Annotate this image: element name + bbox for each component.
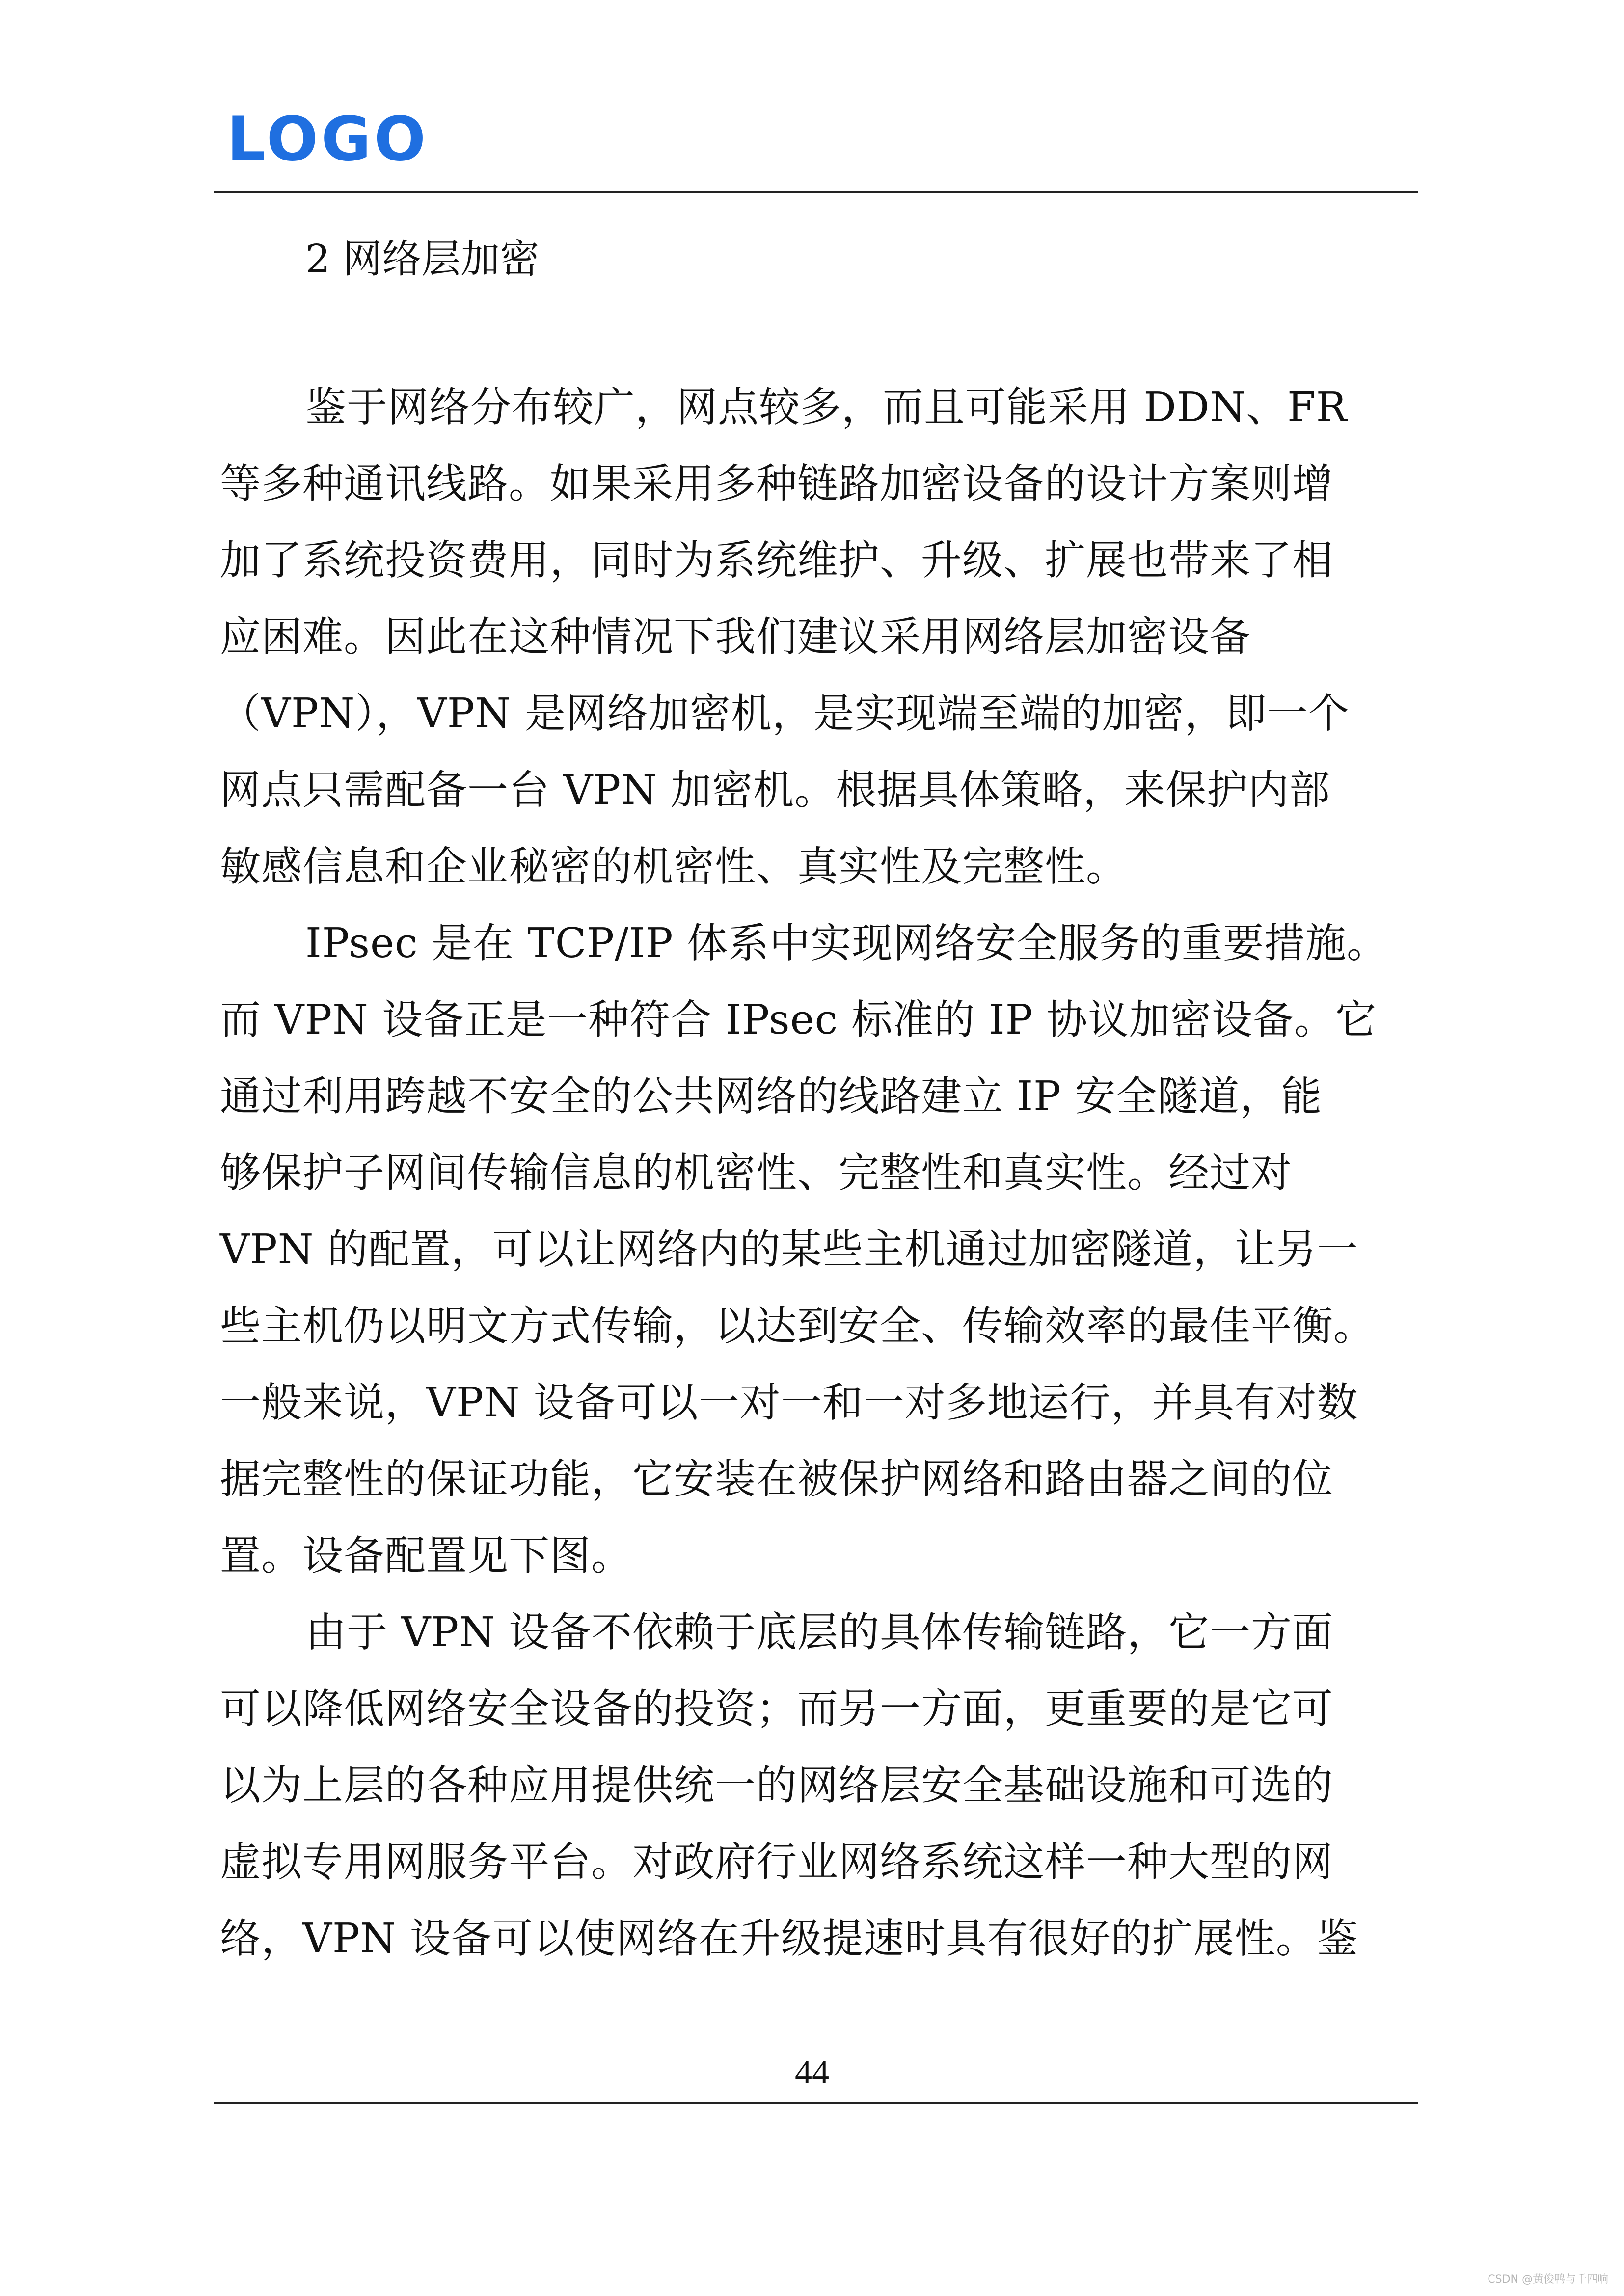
text-line: 等多种通讯线路。如果采用多种链路加密设备的设计方案则增 [220, 460, 1333, 507]
text-line: 置。设备配置见下图。 [220, 1532, 632, 1579]
text-line: 网点只需配备一台 VPN 加密机。根据具体策略，来保护内部 [220, 766, 1331, 814]
text-line: 以为上层的各种应用提供统一的网络层安全基础设施和可选的 [220, 1762, 1333, 1809]
text-line: 应困难。因此在这种情况下我们建议采用网络层加密设备 [220, 613, 1251, 661]
text-line: IPsec 是在 TCP/IP 体系中实现网络安全服务的重要措施。 [305, 919, 1388, 967]
text-line: 而 VPN 设备正是一种符合 IPsec 标准的 IP 协议加密设备。它 [220, 996, 1377, 1043]
section-heading: 2 网络层加密 [305, 236, 540, 282]
text-line: 由于 VPN 设备不依赖于底层的具体传输链路，它一方面 [305, 1608, 1334, 1656]
text-line: 一般来说，VPN 设备可以一对一和一对多地运行，并具有对数 [220, 1379, 1358, 1426]
text-line: 可以降低网络安全设备的投资；而另一方面，更重要的是它可 [220, 1685, 1333, 1733]
text-line: 鉴于网络分布较广，网点较多，而且可能采用 DDN、FR [305, 383, 1348, 431]
text-line: 些主机仍以明文方式传输，以达到安全、传输效率的最佳平衡。 [220, 1302, 1375, 1350]
text-line: 加了系统投资费用，同时为系统维护、升级、扩展也带来了相 [220, 536, 1333, 584]
text-line: 够保护子网间传输信息的机密性、完整性和真实性。经过对 [220, 1149, 1292, 1197]
watermark: CSDN @黄俊鸭与千四响 [1488, 2273, 1608, 2286]
header-divider [214, 191, 1418, 193]
body-text [220, 369, 1418, 1977]
text-line: VPN 的配置，可以让网络内的某些主机通过加密隧道，让另一 [220, 1226, 1358, 1273]
text-line: 据完整性的保证功能，它安装在被保护网络和路由器之间的位 [220, 1455, 1333, 1503]
text-line: （VPN），VPN 是网络加密机，是实现端至端的加密，即一个 [220, 690, 1350, 737]
logo: LOGO [227, 104, 429, 175]
page-number: 44 [795, 2054, 829, 2091]
footer-divider [214, 2102, 1418, 2104]
text-line: 敏感信息和企业秘密的机密性、真实性及完整性。 [220, 843, 1127, 890]
text-line: 虚拟专用网服务平台。对政府行业网络系统这样一种大型的网 [220, 1838, 1333, 1886]
text-line: 络，VPN 设备可以使网络在升级提速时具有很好的扩展性。鉴 [220, 1915, 1358, 1962]
text-line: 通过利用跨越不安全的公共网络的线路建立 IP 安全隧道，能 [220, 1072, 1323, 1120]
